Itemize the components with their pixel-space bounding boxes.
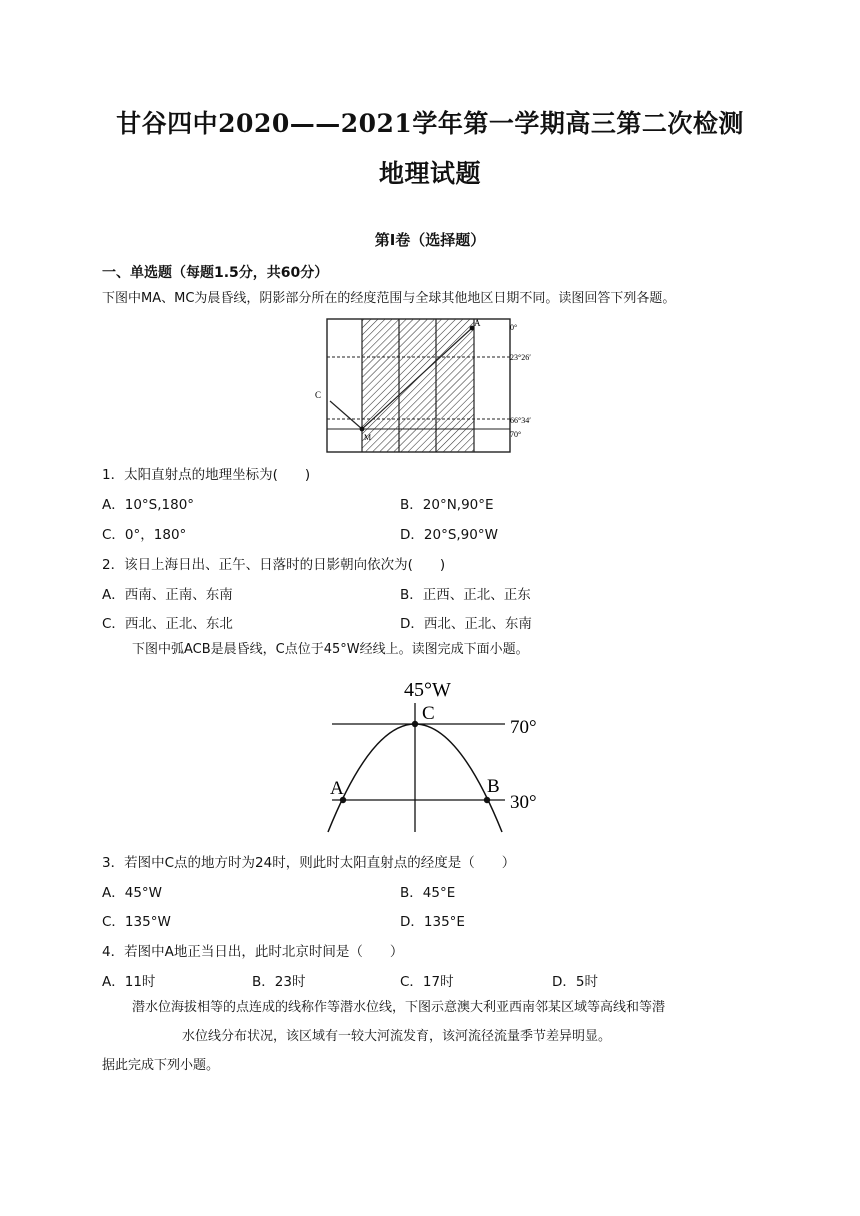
label-c: C xyxy=(315,390,322,400)
lat-label-0: 0° xyxy=(510,323,518,332)
intro-paragraph-2: 下图中弧ACB是晨昏线，C点位于45°W经线上。读图完成下面小题。 xyxy=(132,642,529,657)
part-heading: 第Ⅰ卷（选择题） xyxy=(374,231,486,249)
question-4-option-d[interactable]: D．5时 xyxy=(552,974,598,990)
question-2-option-a[interactable]: A．西南、正南、东南 xyxy=(102,587,233,603)
lat-label-66: 66°34′ xyxy=(510,416,531,425)
question-3-option-b[interactable]: B．45°E xyxy=(400,885,456,901)
lat-label-70: 70° xyxy=(510,717,537,738)
point-c-label: C xyxy=(422,703,435,724)
terminator-mc xyxy=(330,401,362,429)
question-3-stem: 3．若图中C点的地方时为24时，则此时太阳直射点的经度是（ ） xyxy=(102,855,516,871)
point-c xyxy=(412,721,418,727)
question-1-option-a[interactable]: A．10°S,180° xyxy=(102,497,195,513)
question-4-stem: 4．若图中A地正当日出，此时北京时间是（ ） xyxy=(102,944,404,960)
figure-1-terminator-map xyxy=(310,316,560,458)
label-m: M xyxy=(364,433,372,442)
question-2-option-d[interactable]: D．西北、正北、东南 xyxy=(400,616,532,632)
question-3-option-c[interactable]: C．135°W xyxy=(102,914,171,930)
label-a: A xyxy=(474,318,481,328)
lat-label-30: 30° xyxy=(510,792,537,813)
question-4-option-b[interactable]: B．23时 xyxy=(252,974,306,990)
intro-paragraph-3-line-2: 水位线分布状况，该区域有一较大河流发育，该河流径流量季节差异明显。 xyxy=(182,1029,612,1044)
exam-title: 甘谷四中2020——2021学年第一学期高三第二次检测 xyxy=(116,109,744,138)
intro-paragraph-3-line-1: 潜水位海拔相等的点连成的线称作等潜水位线，下图示意澳大利亚西南邻某区域等高线和等潜 xyxy=(132,1000,666,1015)
exam-subject-title: 地理试题 xyxy=(378,159,481,188)
question-2-stem: 2．该日上海日出、正午、日落时的日影朝向依次为( ) xyxy=(102,557,446,573)
question-1-option-c[interactable]: C．0°，180° xyxy=(102,527,187,543)
lat-label-23: 23°26′ xyxy=(510,353,531,362)
question-1-option-d[interactable]: D．20°S,90°W xyxy=(400,527,498,543)
meridian-label: 45°W xyxy=(404,679,451,701)
point-b-label: B xyxy=(487,776,500,797)
question-2-option-b[interactable]: B．正西、正北、正东 xyxy=(400,587,531,603)
question-1-option-b[interactable]: B．20°N,90°E xyxy=(400,497,494,513)
question-3-option-a[interactable]: A．45°W xyxy=(102,885,163,901)
lat-label-70: 70° xyxy=(510,430,522,439)
intro-paragraph-1: 下图中MA、MC为晨昏线，阴影部分所在的经度范围与全球其他地区日期不同。读图回答下列各题。 xyxy=(102,291,676,306)
question-3-option-d[interactable]: D．135°E xyxy=(400,914,465,930)
section-heading: 一、单选题（每题1.5分，共60分） xyxy=(102,265,329,281)
question-2-option-c[interactable]: C．西北、正北、东北 xyxy=(102,616,233,632)
intro-paragraph-3-line-3: 据此完成下列小题。 xyxy=(102,1058,220,1073)
point-m xyxy=(360,427,365,432)
point-b xyxy=(484,797,490,803)
figure-2-terminator-arc xyxy=(320,676,560,836)
question-4-option-a[interactable]: A．11时 xyxy=(102,974,156,990)
question-1-stem: 1．太阳直射点的地理坐标为( ) xyxy=(102,467,311,483)
question-4-option-c[interactable]: C．17时 xyxy=(400,974,454,990)
point-a-label: A xyxy=(330,778,344,799)
shaded-date-region xyxy=(362,319,474,452)
